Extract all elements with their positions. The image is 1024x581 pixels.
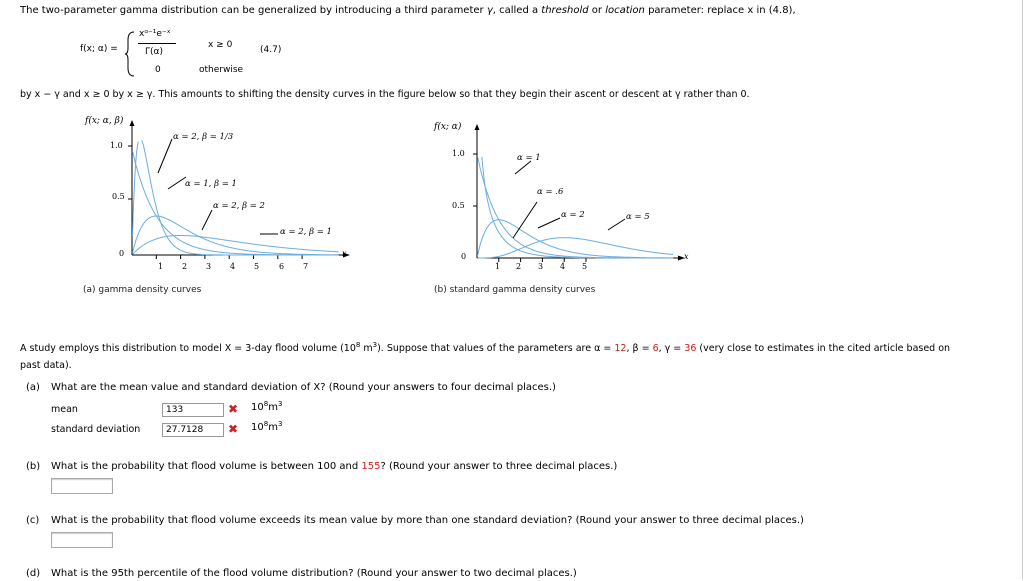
part-b-label: (b) [26,461,41,472]
fig-a-density-curve [133,140,339,255]
fig-b-density-curve [482,157,673,258]
fig-b-label: α = 2 [561,210,585,220]
fig-b-tick: 5 [582,262,588,271]
fraction-bar [138,43,176,44]
fig-a-label: α = 1, β = 1 [185,179,237,189]
fig-b-ytick: 0 [461,252,467,261]
fig-b-tick: 1 [495,262,501,271]
sd-unit: $10^8m^3$ [251,420,283,433]
formula-condition1: x ≥ 0 [208,40,233,50]
fig-b-tick: 3 [538,262,544,271]
part-b-question: What is the probability that flood volume is between 100 and 155? (Round your answer to three decimal places.) [51,461,618,472]
fig-a-label: α = 2, β = 1/3 [173,132,234,142]
fig-b-ytick: 1.0 [452,149,465,158]
fig-a-plot [120,118,360,268]
fig-b-tick: 2 [516,262,522,271]
intro-text: The two-parameter gamma distribution can be generalized by introducing a third parameter γ, called a threshold or location parameter: replace x in (4.8), [20,5,796,16]
formula-condition2: otherwise [199,65,244,75]
part-c-label: (c) [26,515,40,526]
sd-label: standard deviation [51,424,141,435]
mean-input[interactable]: 133 [162,403,224,417]
fig-b-ylabel: f(x; α) [434,122,462,132]
part-a-label: (a) [26,382,40,393]
fig-b-caption: (b) standard gamma density curves [434,285,596,295]
fig-a-ylabel: f(x; α, β) [85,116,124,126]
formula-zero: 0 [155,65,161,75]
part-a-question: What are the mean value and standard deviation of X? (Round your answers to four decimal places.) [51,382,556,393]
fig-a-xaxis: x [342,249,347,258]
mean-label: mean [51,404,78,415]
part-c-question: What is the probability that flood volume exceeds its mean value by more than one standard deviation? (Round your answer to three decimal places.) [51,515,804,526]
fig-a-tick: 3 [206,262,212,271]
fig-a-tick: 4 [230,262,236,271]
fig-a-ytick: 0 [119,249,125,258]
formula-numerator: xᵅ⁻¹e⁻ˣ [139,29,171,39]
fig-a-tick: 1 [158,262,164,271]
formula-lhs: f(x; α) = [80,44,118,54]
wrong-mark-icon: ✖ [228,422,239,436]
fig-a-tick: 6 [279,262,285,271]
fig-a-tick: 7 [303,262,309,271]
fig-b-density-curve [478,238,674,258]
wrong-mark-icon: ✖ [228,402,239,416]
formula-eqnum: (4.7) [260,45,282,55]
fig-b-xaxis: x [684,252,689,261]
fig-a-label: α = 2, β = 2 [213,201,265,211]
fig-a-label: α = 2, β = 1 [280,227,332,237]
fig-b-tick: 4 [560,262,566,271]
part-d-label: (d) [26,568,41,579]
fig-b-label: α = 1 [517,153,541,163]
shift-text: by x − γ and x ≥ 0 by x ≥ γ. This amounts to shifting the density curves in the figure below so that they begin their ascent or descent at γ rather than 0. [20,89,750,100]
fig-a-tick: 5 [254,262,260,271]
study-text: A study employs this distribution to model X = 3-day flood volume ($10^8$ $m^3$). Suppose that values of the parameters are α = 12, β = 6, γ = 36 (very close to estimates in the cited article based on [20,341,951,354]
fig-b-plot [465,120,695,270]
fig-a-tick: 2 [182,262,188,271]
mean-unit: $10^8m^3$ [251,400,283,413]
fig-b-ytick: 0.5 [452,201,465,210]
sd-input[interactable]: 27.7128 [162,423,224,437]
part-d-question: What is the 95th percentile of the flood volume distribution? (Round your answer to two decimal places.) [51,568,577,579]
study-text-line2: past data). [20,360,72,371]
fig-a-caption: (a) gamma density curves [83,285,202,295]
part-b-answer-input[interactable] [51,478,113,494]
formula-denominator: Γ(α) [145,47,163,57]
fig-b-label: α = .6 [537,187,564,197]
fig-a-ytick: 0.5 [112,192,125,201]
fig-b-label: α = 5 [626,212,650,222]
part-c-answer-input[interactable] [51,532,113,548]
fig-a-density-curve [133,236,339,255]
formula-brace [124,30,136,78]
fig-a-ytick: 1.0 [110,141,123,150]
